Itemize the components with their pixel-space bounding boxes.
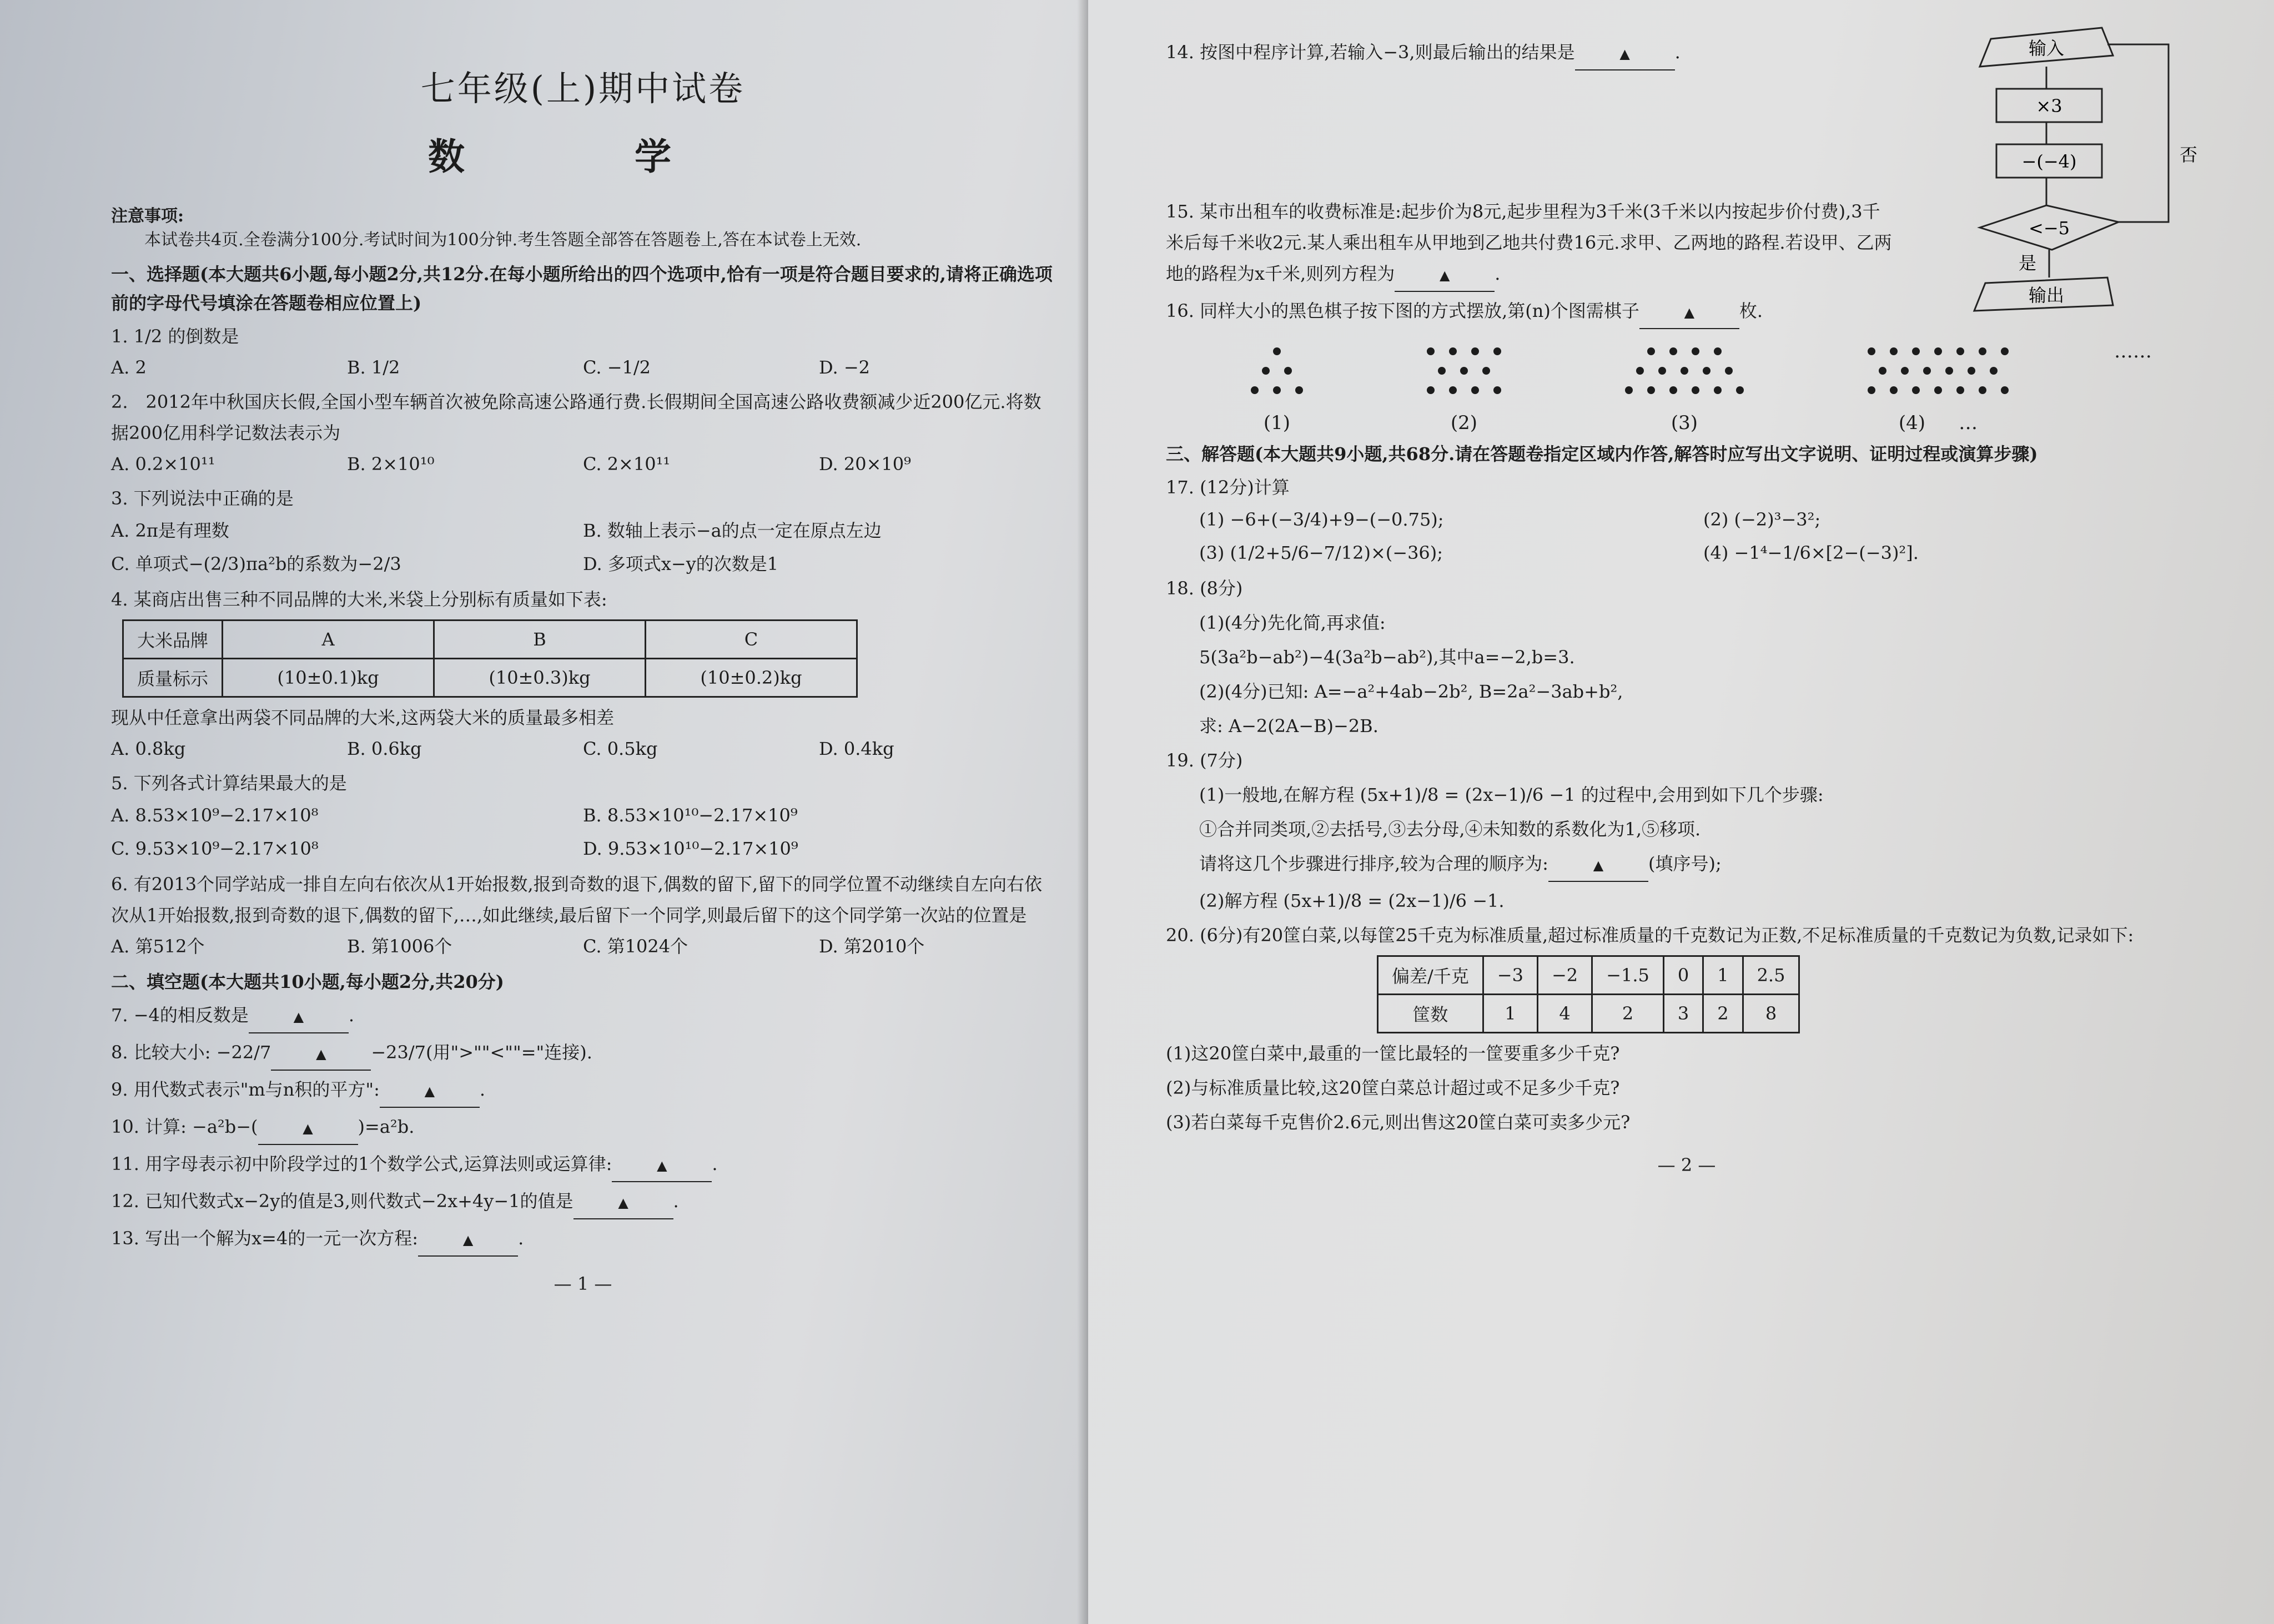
triangle-marker: ▲ (1619, 46, 1630, 62)
chess-piece-dot (1295, 386, 1303, 394)
question-11: 11. 用字母表示初中阶段学过的1个数学公式,运算法则或运算律: ▲ . (111, 1148, 1055, 1182)
table-row (123, 659, 857, 697)
chess-piece-dot (1968, 367, 1975, 375)
question-1: 1. 1/2 的倒数是 (111, 326, 239, 347)
triangle-marker: ▲ (1440, 268, 1450, 283)
question-text: 8. 比较大小: −22/7 (111, 1042, 271, 1063)
chess-piece-dot (1945, 367, 1953, 375)
question-3-options (111, 514, 1055, 581)
chess-piece-dot (1901, 367, 1909, 375)
question-12: 12. 已知代数式x−2y的值是3,则代数式−2x+4y−1的值是 ▲ . (111, 1186, 1055, 1219)
table-cell: 2.5 (1743, 956, 1799, 995)
table-cell: 0 (1663, 956, 1703, 995)
chess-piece-dot (1438, 367, 1446, 375)
table-cell: 1 (1483, 995, 1537, 1033)
table-cell: 2 (1592, 995, 1664, 1033)
chess-piece-dot (1934, 347, 1942, 355)
chess-piece-dot (1471, 347, 1479, 355)
question-20-part-2: (2)与标准质量比较,这20筐白菜总计超过或不足多少千克? (1166, 1077, 1620, 1098)
flow-input-label: 输入 (2028, 38, 2065, 59)
question-18-task: 求: A−2(2A−B)−2B. (1199, 715, 1379, 737)
table-cell: 大米品牌 (123, 621, 223, 659)
table-row (1378, 995, 1799, 1033)
ellipsis: … (1959, 412, 1978, 434)
chess-piece-dot (1460, 367, 1468, 375)
option-d: D. 多项式x−y的次数是1 (583, 553, 779, 574)
table-cell: B (434, 621, 646, 659)
question-text: 16. 同样大小的黑色棋子按下图的方式摆放,第(n)个图需棋子 (1166, 300, 1639, 321)
spacer (1166, 70, 1896, 193)
table-cell: 质量标示 (123, 659, 223, 697)
question-text: 请将这几个步骤进行排序,较为合理的顺序为: (1199, 853, 1548, 874)
table-cell: (10±0.1)kg (223, 659, 434, 697)
chess-piece-dot (1868, 386, 1875, 394)
question-text: 7. −4的相反数是 (111, 1005, 249, 1026)
pattern-ellipsis: …… (2114, 340, 2152, 362)
triangle-marker: ▲ (303, 1121, 313, 1136)
question-20: 20. (6分)有20筐白菜,以每筐25千克为标准质量,超过标准质量的千克数记为正数,不足标准质量的千克数记为负数,记录如下: (1166, 925, 2134, 946)
pattern-3 (1607, 340, 1762, 434)
chess-piece-dot (1714, 386, 1722, 394)
question-7: 7. −4的相反数是 ▲ . (111, 1000, 1055, 1033)
table-cell: 1 (1703, 956, 1743, 995)
answer-blank (612, 1148, 712, 1182)
question-19-steps: ①合并同类项,②去括号,③去分母,④未知数的系数化为1,⑤移项. (1199, 819, 1701, 840)
answer-blank (1548, 848, 1648, 882)
option-b: B. 2×10¹⁰ (347, 453, 435, 475)
question-6: 6. 有2013个同学站成一排自左向右依次从1开始报数,报到奇数的退下,偶数的留下,留下的同学位置不动继续自左向右依次从1开始报数,报到奇数的退下,偶数的留下,…,如此继续,最后留下一个同学,则最后留下的这个同学第一次站的位置是 (111, 874, 1043, 926)
answer-blank (380, 1074, 480, 1108)
chess-piece-dot (1636, 367, 1644, 375)
table-cell: (10±0.2)kg (646, 659, 857, 697)
chess-piece-dot (1956, 386, 1964, 394)
part-1: (1) −6+(−3/4)+9−(−0.75); (1199, 509, 1444, 530)
option-a: A. 2 (111, 357, 147, 378)
pattern-label: (2) (1450, 412, 1478, 434)
chess-piece-dot (1647, 386, 1655, 394)
option-b: B. 数轴上表示−a的点一定在原点左边 (583, 520, 882, 541)
triangle-marker: ▲ (657, 1158, 667, 1173)
question-20-part-3: (3)若白菜每千克售价2.6元,则出售这20筐白菜可卖多少元? (1166, 1112, 1631, 1133)
cabbage-table (1377, 955, 1800, 1033)
question-4-options (111, 733, 1055, 764)
triangle-marker: ▲ (293, 1009, 304, 1025)
question-4-body: 现从中任意拿出两袋不同品牌的大米,这两袋大米的质量最多相差 (111, 707, 615, 728)
chess-piece-dot (1427, 347, 1435, 355)
option-a: A. 0.2×10¹¹ (111, 453, 215, 475)
option-d: D. 20×10⁹ (819, 453, 911, 475)
pattern-1-dots (1232, 340, 1321, 407)
table-cell: 偏差/千克 (1378, 956, 1483, 995)
chess-piece-dot (1923, 367, 1931, 375)
question-13: 13. 写出一个解为x=4的一元一次方程: ▲ . (111, 1223, 1055, 1257)
chess-piece-dot (1427, 386, 1435, 394)
pattern-1 (1232, 340, 1321, 434)
chess-piece-dot (1669, 347, 1677, 355)
chess-piece-dot (1934, 386, 1942, 394)
question-17: 17. (12分)计算 (1166, 477, 1290, 498)
page-number: — 1 — (554, 1273, 612, 1294)
question-10 (111, 1111, 1055, 1145)
exam-page-2 (1088, 0, 2274, 1624)
pattern-label: (3) (1671, 412, 1698, 434)
chess-piece-dot (1482, 367, 1490, 375)
chess-piece-dot (1273, 386, 1281, 394)
question-text: 13. 写出一个解为x=4的一元一次方程: (111, 1228, 419, 1249)
table-cell: 4 (1537, 995, 1592, 1033)
chess-piece-dot (2001, 386, 2009, 394)
table-row (123, 621, 857, 659)
table-cell: 2 (1703, 995, 1743, 1033)
question-text: (填序号); (1648, 853, 1722, 874)
question-2-options (111, 448, 1055, 480)
notice-text: 本试卷共4页.全卷满分100分.考试时间为100分钟.考生答题全部答在答题卷上,答在本试卷上无效. (144, 230, 862, 250)
answer-blank (1395, 258, 1495, 292)
chess-piece-dot (1890, 386, 1898, 394)
question-5: 5. 下列各式计算结果最大的是 (111, 773, 347, 794)
chess-piece-dot (1879, 367, 1886, 375)
page-number: — 2 — (1657, 1154, 1716, 1176)
option-c: C. 0.5kg (583, 738, 658, 759)
question-19-part-1: (1)一般地,在解方程 (5x+1)/8 = (2x−1)/6 −1 的过程中,会用到如下几个步骤: (1199, 784, 1824, 805)
question-20-part-1: (1)这20筐白菜中,最重的一筐比最轻的一筐要重多少千克? (1166, 1043, 1620, 1064)
pattern-label: (1) (1263, 412, 1291, 434)
question-3: 3. 下列说法中正确的是 (111, 488, 294, 509)
question-text: )=a²b. (358, 1116, 415, 1137)
option-b: B. 0.6kg (347, 738, 422, 759)
page-title: 七年级(上)期中试卷 (420, 68, 746, 109)
rice-table (122, 619, 858, 698)
question-18-part-1: (1)(4分)先化简,再求值: (1199, 612, 1386, 633)
answer-blank (271, 1037, 371, 1071)
chess-piece-dot (1251, 386, 1259, 394)
question-text: 9. 用代数式表示"m与n积的平方": (111, 1079, 380, 1100)
question-text: 10. 计算: −a²b−( (111, 1116, 258, 1137)
chess-piece-dot (1493, 347, 1501, 355)
option-c: C. 第1024个 (583, 936, 688, 957)
question-19: 19. (7分) (1166, 750, 1243, 771)
table-cell: A (223, 621, 434, 659)
answer-blank (258, 1111, 358, 1145)
pattern-4-dots (1844, 340, 2032, 407)
table-cell: (10±0.3)kg (434, 659, 646, 697)
chess-piece-dot (1692, 347, 1699, 355)
chess-piece-dot (1990, 367, 1998, 375)
table-cell: 8 (1743, 995, 1799, 1033)
chess-piece-dot (1956, 347, 1964, 355)
chess-piece-dot (1714, 347, 1722, 355)
option-b: B. 1/2 (347, 357, 400, 378)
chess-piece-dot (2001, 347, 2009, 355)
question-text: 14. 按图中程序计算,若输入−3,则最后输出的结果是 (1166, 42, 1575, 63)
pattern-label (1844, 412, 2032, 434)
flow-step-1: ×3 (2036, 95, 2062, 117)
option-c: C. 单项式−(2/3)πa²b的系数为−2/3 (111, 553, 401, 574)
chess-piece-dot (1471, 386, 1479, 394)
option-c: C. −1/2 (583, 357, 651, 378)
chess-piece-dot (1912, 347, 1920, 355)
part-2: (2) (−2)³−3²; (1703, 509, 1821, 530)
option-b: B. 第1006个 (347, 936, 452, 957)
chess-piece-dot (1681, 367, 1688, 375)
option-d: D. −2 (819, 357, 871, 378)
chess-piece-dot (1979, 347, 1986, 355)
question-18: 18. (8分) (1166, 578, 1243, 599)
part-3: (3) (1/2+5/6−7/12)×(−36); (1199, 542, 1443, 563)
option-a: A. 8.53×10⁹−2.17×10⁸ (111, 805, 319, 826)
chess-piece-dot (1868, 347, 1875, 355)
flow-condition: <−5 (2029, 218, 2070, 239)
option-d: D. 0.4kg (819, 738, 894, 759)
chess-patterns (1232, 340, 2152, 434)
pattern-4 (1844, 340, 2032, 434)
option-a: A. 0.8kg (111, 738, 186, 759)
notice-heading: 注意事项: (111, 206, 184, 226)
table-cell: −1.5 (1592, 956, 1664, 995)
question-19-part-2: (2)解方程 (5x+1)/8 = (2x−1)/6 −1. (1199, 890, 1505, 911)
question-text: −23/7(用">""<""="连接). (371, 1042, 592, 1063)
question-15: 15. 某市出租车的收费标准是:起步价为8元,起步里程为3千米(3千米以内按起步价付费),3千米后每千米收2元.某人乘出租车从甲地到乙地共付费16元.求甲、乙两地的路程.若设甲、乙两地的路程为x千米,则列方程为 ▲ . (1166, 196, 1896, 292)
chess-piece-dot (1890, 347, 1898, 355)
chess-piece-dot (1284, 367, 1292, 375)
table-row (1378, 956, 1799, 995)
question-8 (111, 1037, 1055, 1071)
triangle-marker: ▲ (462, 1232, 474, 1248)
table-cell: −2 (1537, 956, 1592, 995)
chess-piece-dot (1449, 386, 1457, 394)
question-5-options (111, 799, 1055, 865)
flow-output-label: 输出 (2028, 285, 2065, 306)
chess-piece-dot (1273, 347, 1281, 355)
chess-piece-dot (1736, 386, 1744, 394)
triangle-marker: ▲ (1684, 305, 1695, 320)
section-3-heading: 三、解答题(本大题共9小题,共68分.请在答题卷指定区域内作答,解答时应写出文字说明、证明过程或演算步骤) (1166, 443, 2038, 465)
option-a: A. 2π是有理数 (111, 520, 229, 541)
subject-title: 数 学 (428, 135, 738, 178)
pattern-2 (1403, 340, 1525, 434)
triangle-marker: ▲ (316, 1046, 326, 1062)
option-c: C. 2×10¹¹ (583, 453, 671, 475)
chess-piece-dot (1669, 386, 1677, 394)
option-d: D. 9.53×10¹⁰−2.17×10⁹ (583, 838, 798, 859)
chess-piece-dot (1725, 367, 1733, 375)
question-1-options (111, 352, 1055, 383)
chess-piece-dot (1625, 386, 1633, 394)
loop-arrow (2107, 44, 2169, 222)
table-cell: C (646, 621, 857, 659)
question-text: 11. 用字母表示初中阶段学过的1个数学公式,运算法则或运算律: (111, 1153, 612, 1174)
question-19-order (1166, 848, 2207, 882)
triangle-marker: ▲ (618, 1195, 628, 1211)
answer-blank (1639, 295, 1739, 329)
option-b: B. 8.53×10¹⁰−2.17×10⁹ (583, 805, 798, 826)
chess-piece-dot (1658, 367, 1666, 375)
program-flowchart (1958, 22, 2235, 333)
chess-piece-dot (1262, 367, 1270, 375)
option-a: A. 第512个 (111, 936, 205, 957)
chess-piece-dot (1449, 347, 1457, 355)
question-18-part-2: (2)(4分)已知: A=−a²+4ab−2b², B=2a²−3ab+b², (1199, 681, 1623, 702)
chess-piece-dot (1647, 347, 1655, 355)
triangle-marker: ▲ (424, 1083, 435, 1099)
section-1-heading: 一、选择题(本大题共6小题,每小题2分,共12分.在每小题所给出的四个选项中,恰有一项是符合题目要求的,请将正确选项前的字母代号填涂在答题卷相应位置上) (111, 264, 1053, 314)
flow-no-label: 否 (2180, 144, 2198, 165)
answer-blank (1575, 37, 1675, 70)
chess-piece-dot (1703, 367, 1710, 375)
pattern-label-text: (4) (1898, 412, 1926, 434)
answer-blank (418, 1223, 518, 1257)
question-9: 9. 用代数式表示"m与n积的平方": ▲ . (111, 1074, 1055, 1108)
question-4: 4. 某商店出售三种不同品牌的大米,米袋上分别标有质量如下表: (111, 589, 607, 610)
option-c: C. 9.53×10⁹−2.17×10⁸ (111, 838, 319, 859)
section-2-heading: 二、填空题(本大题共10小题,每小题2分,共20分) (111, 971, 504, 992)
exam-page-1 (0, 0, 1088, 1624)
question-text: 枚. (1739, 300, 1763, 321)
answer-blank (573, 1186, 673, 1219)
question-17-parts (1166, 503, 2207, 569)
table-cell: −3 (1483, 956, 1537, 995)
question-2: 2. 2012年中秋国庆长假,全国小型车辆首次被免除高速公路通行费.长假期间全国高速公路收费额减少近200亿元.将数据200亿用科学记数法表示为 (111, 391, 1042, 443)
answer-blank (249, 1000, 349, 1033)
question-text: 15. 某市出租车的收费标准是:起步价为8元,起步里程为3千米(3千米以内按起步价付费),3千米后每千米收2元.某人乘出租车从甲地到乙地共付费16元.求甲、乙两地的路程.若设甲、乙两地的路程为x千米,则列方程为 (1166, 201, 1892, 284)
table-cell: 3 (1663, 995, 1703, 1033)
chess-piece-dot (1493, 386, 1501, 394)
question-6-options (111, 931, 1055, 962)
chess-piece-dot (1692, 386, 1699, 394)
question-text: 12. 已知代数式x−2y的值是3,则代数式−2x+4y−1的值是 (111, 1191, 573, 1212)
question-14: 14. 按图中程序计算,若输入−3,则最后输出的结果是 ▲ . (1166, 37, 1896, 70)
pattern-2-dots (1403, 340, 1525, 407)
flow-step-2: −(−4) (2021, 151, 2077, 172)
option-d: D. 第2010个 (819, 936, 925, 957)
question-18-expression: 5(3a²b−ab²)−4(3a²b−ab²),其中a=−2,b=3. (1199, 647, 1575, 668)
flow-yes-label: 是 (2019, 253, 2037, 274)
chess-piece-dot (1912, 386, 1920, 394)
chess-piece-dot (1979, 386, 1986, 394)
table-cell: 筐数 (1378, 995, 1483, 1033)
part-4: (4) −1⁴−1/6×[2−(−3)²]. (1703, 542, 1919, 563)
triangle-marker: ▲ (1593, 858, 1604, 873)
pattern-3-dots (1607, 340, 1762, 407)
